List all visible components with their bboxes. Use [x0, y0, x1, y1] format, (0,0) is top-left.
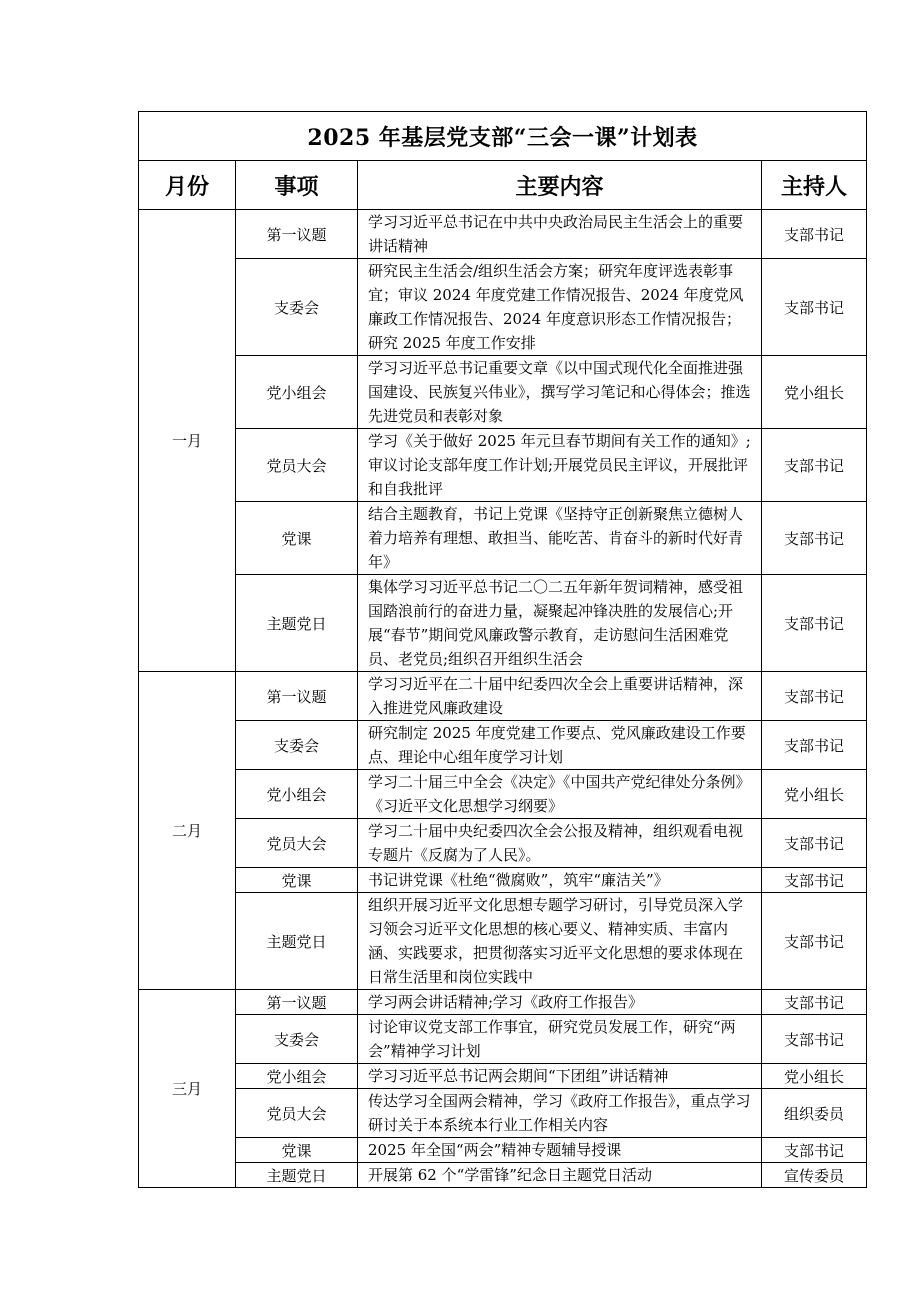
item-cell: 主题党日 [236, 893, 358, 990]
host-cell: 支部书记 [762, 259, 867, 356]
table-row [139, 1064, 867, 1089]
item-cell: 支委会 [236, 721, 358, 770]
table-row [139, 893, 867, 990]
content-cell: 结合主题教育，书记上党课《坚持守正创新聚焦立德树人 着力培养有理想、敢担当、能吃苦、肯奋斗的新时代好青年》 [358, 502, 762, 575]
host-cell: 支部书记 [762, 429, 867, 502]
item-cell: 第一议题 [236, 990, 358, 1015]
content-cell: 学习《关于做好 2025 年元旦春节期间有关工作的通知》;审议讨论支部年度工作计划;开展党员民主评议，开展批评和自我批评 [358, 429, 762, 502]
item-cell: 主题党日 [236, 575, 358, 672]
plan-table [138, 111, 867, 1188]
table-row [139, 502, 867, 575]
table-row [139, 1015, 867, 1064]
host-cell: 支部书记 [762, 819, 867, 868]
table-row [139, 721, 867, 770]
content-cell: 2025 年全国“两会”精神专题辅导授课 [358, 1138, 762, 1163]
item-cell: 党小组会 [236, 1064, 358, 1089]
item-cell: 党小组会 [236, 770, 358, 819]
table-row [139, 990, 867, 1015]
header-row [139, 161, 867, 210]
table-row [139, 868, 867, 893]
month-cell-february: 二月 [139, 672, 236, 990]
content-cell: 书记讲党课《杜绝“微腐败”，筑牢“廉洁关”》 [358, 868, 762, 893]
table-row [139, 1138, 867, 1163]
table-title: 2025 年基层党支部“三会一课”计划表 [139, 112, 867, 161]
host-cell: 支部书记 [762, 1138, 867, 1163]
table-row [139, 210, 867, 259]
month-cell-january: 一月 [139, 210, 236, 672]
host-cell: 支部书记 [762, 575, 867, 672]
content-cell: 组织开展习近平文化思想专题学习研讨，引导党员深入学习领会习近平文化思想的核心要义、精神实质、丰富内涵、实践要求，把贯彻落实习近平文化思想的要求体现在日常生活里和岗位实践中 [358, 893, 762, 990]
header-content: 主要内容 [358, 161, 762, 210]
content-cell: 集体学习习近平总书记二〇二五年新年贺词精神，感受祖国踏浪前行的奋进力量，凝聚起冲锋决胜的发展信心;开展“春节”期间党风廉政警示教育，走访慰问生活困难党员、老党员;组织召开组织生活会 [358, 575, 762, 672]
content-cell: 学习习近平总书记重要文章《以中国式现代化全面推进强国建设、民族复兴伟业》，撰写学习笔记和心得体会；推选先进党员和表彰对象 [358, 356, 762, 429]
item-cell: 第一议题 [236, 672, 358, 721]
item-cell: 支委会 [236, 1015, 358, 1064]
host-cell: 支部书记 [762, 893, 867, 990]
item-cell: 党课 [236, 502, 358, 575]
item-cell: 党课 [236, 868, 358, 893]
content-cell: 学习习近平在二十届中纪委四次全会上重要讲话精神，深入推进党风廉政建设 [358, 672, 762, 721]
host-cell: 支部书记 [762, 672, 867, 721]
header-host: 主持人 [762, 161, 867, 210]
table-row [139, 575, 867, 672]
content-cell: 学习二十届中央纪委四次全会公报及精神，组织观看电视专题片《反腐为了人民》。 [358, 819, 762, 868]
content-cell: 研究民主生活会/组织生活会方案；研究年度评选表彰事宜；审议 2024 年度党建工作情况报告、2024 年度党风廉政工作情况报告、2024 年度意识形态工作情况报告；研究 2025 年度工作安排 [358, 259, 762, 356]
content-cell: 学习习近平总书记两会期间“下团组”讲话精神 [358, 1064, 762, 1089]
host-cell: 支部书记 [762, 721, 867, 770]
host-cell: 支部书记 [762, 502, 867, 575]
content-cell: 传达学习全国两会精神，学习《政府工作报告》，重点学习研讨关于本系统本行业工作相关内容 [358, 1089, 762, 1138]
content-cell: 讨论审议党支部工作事宜，研究党员发展工作，研究“两会”精神学习计划 [358, 1015, 762, 1064]
host-cell: 宣传委员 [762, 1163, 867, 1188]
host-cell: 支部书记 [762, 1015, 867, 1064]
host-cell: 支部书记 [762, 990, 867, 1015]
item-cell: 党课 [236, 1138, 358, 1163]
content-cell: 学习二十届三中全会《决定》《中国共产党纪律处分条例》《习近平文化思想学习纲要》 [358, 770, 762, 819]
month-cell-march: 三月 [139, 990, 236, 1188]
host-cell: 党小组长 [762, 770, 867, 819]
table-row [139, 770, 867, 819]
item-cell: 支委会 [236, 259, 358, 356]
item-cell: 党小组会 [236, 356, 358, 429]
content-cell: 学习习近平总书记在中共中央政治局民主生活会上的重要讲话精神 [358, 210, 762, 259]
table-row [139, 819, 867, 868]
header-item: 事项 [236, 161, 358, 210]
table-row [139, 1089, 867, 1138]
header-month: 月份 [139, 161, 236, 210]
item-cell: 主题党日 [236, 1163, 358, 1188]
table-row [139, 672, 867, 721]
item-cell: 党员大会 [236, 1089, 358, 1138]
content-cell: 研究制定 2025 年度党建工作要点、党风廉政建设工作要点、理论中心组年度学习计划 [358, 721, 762, 770]
content-cell: 开展第 62 个“学雷锋”纪念日主题党日活动 [358, 1163, 762, 1188]
table-row [139, 1163, 867, 1188]
host-cell: 党小组长 [762, 356, 867, 429]
title-row [139, 112, 867, 161]
host-cell: 组织委员 [762, 1089, 867, 1138]
host-cell: 支部书记 [762, 210, 867, 259]
content-cell: 学习两会讲话精神;学习《政府工作报告》 [358, 990, 762, 1015]
table-row [139, 356, 867, 429]
item-cell: 党员大会 [236, 429, 358, 502]
item-cell: 第一议题 [236, 210, 358, 259]
item-cell: 党员大会 [236, 819, 358, 868]
host-cell: 支部书记 [762, 868, 867, 893]
table-row [139, 259, 867, 356]
table-row [139, 429, 867, 502]
host-cell: 党小组长 [762, 1064, 867, 1089]
